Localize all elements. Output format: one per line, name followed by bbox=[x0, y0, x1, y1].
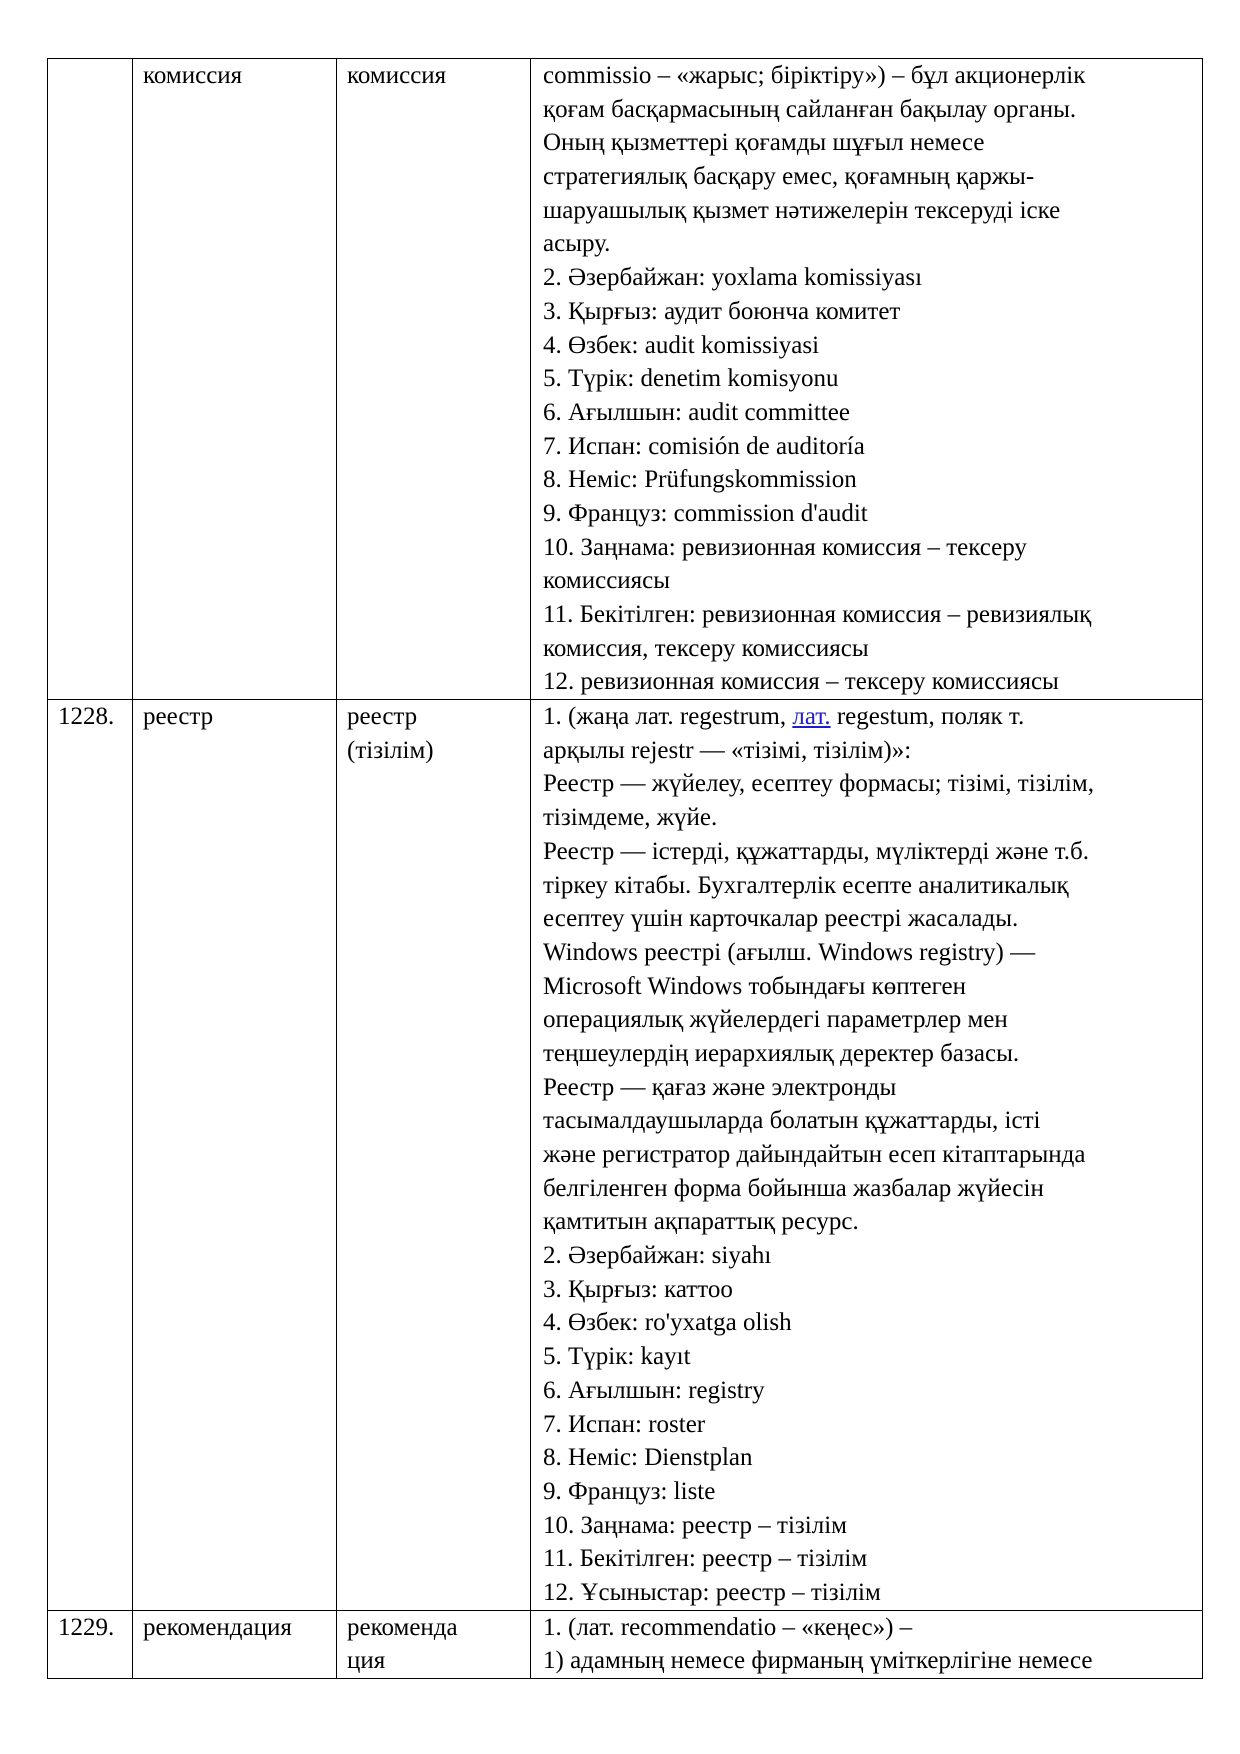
definition-text: 8. Неміс: Prüfungskommission bbox=[543, 466, 857, 494]
definition-text: commissio – «жарыс; біріктіру») – бұл акционерлік bbox=[543, 62, 1086, 89]
definition-text: қоғам басқармасының сайланған бақылау органы. bbox=[543, 95, 1077, 123]
definition-line bbox=[543, 564, 1198, 598]
definition-line bbox=[543, 970, 1198, 1004]
definition-line bbox=[543, 1003, 1198, 1037]
definition-line bbox=[543, 1104, 1198, 1138]
definition-text: белгіленген форма бойынша жазбалар жүйесін bbox=[543, 1174, 1044, 1202]
definition-line bbox=[543, 497, 1198, 531]
definition-text: және регистратор дайындайтын есеп кітаптарында bbox=[543, 1141, 1086, 1168]
definition-text: 9. Француз: liste bbox=[543, 1477, 716, 1505]
definition-line bbox=[543, 1071, 1198, 1105]
definition-text: Реестр — жүйелеу, есептеу формасы; тізімі, тізілім, bbox=[543, 770, 1094, 798]
definition-text: 7. Испан: comisión de auditoría bbox=[543, 432, 865, 460]
definition-text: 6. Ағылшын: registry bbox=[543, 1376, 765, 1404]
definition-line bbox=[543, 1611, 1198, 1645]
definition-line bbox=[543, 194, 1198, 228]
definition-line bbox=[543, 1509, 1198, 1543]
definition-line bbox=[543, 1441, 1198, 1475]
term-russian bbox=[133, 700, 337, 1611]
glossary-table bbox=[47, 58, 1203, 1679]
definition-line bbox=[543, 801, 1198, 835]
definition-text: 5. Түрік: denetim komisyonu bbox=[543, 365, 839, 393]
definition-line bbox=[543, 362, 1198, 396]
entry-number-text: 1228. bbox=[58, 703, 115, 731]
definition-line bbox=[543, 632, 1198, 666]
table-row bbox=[48, 59, 1203, 700]
definition-text: regestum, поляк т. bbox=[830, 703, 1025, 731]
definition-text: операциялық жүйелердегі параметрлер мен bbox=[543, 1006, 1008, 1034]
definition-line bbox=[543, 902, 1198, 936]
definition-line bbox=[543, 1172, 1198, 1206]
term-kazakh bbox=[337, 59, 531, 700]
definition-line bbox=[543, 430, 1198, 464]
entry-number-text bbox=[58, 59, 132, 93]
definition-text: теңшеулердің иерархиялық деректер базасы. bbox=[543, 1039, 1020, 1067]
definition-line bbox=[543, 93, 1198, 127]
term-russian-line: реестр bbox=[143, 703, 214, 731]
definition-line bbox=[543, 1542, 1198, 1576]
definition-line bbox=[543, 1475, 1198, 1509]
latin-link[interactable]: лат. bbox=[792, 703, 831, 731]
definition-text: Microsoft Windows тобындағы көптеген bbox=[543, 972, 967, 1000]
entry-number bbox=[48, 700, 133, 1611]
definition-text: Реестр — қағаз және электронды bbox=[543, 1073, 897, 1101]
definition-line bbox=[543, 396, 1198, 430]
definition-text: 10. Заңнама: реестр – тізілім bbox=[543, 1511, 847, 1539]
definition-text: тасымалдаушыларда болатын құжаттарды, істі bbox=[543, 1107, 1041, 1135]
term-kazakh bbox=[337, 1610, 531, 1678]
definition-line bbox=[543, 665, 1198, 699]
entry-number-text: 1229. bbox=[58, 1613, 115, 1641]
definition-text: 3. Қырғыз: каттоо bbox=[543, 1275, 733, 1303]
definition-text: есептеу үшін карточкалар реестрі жасалады. bbox=[543, 905, 1019, 933]
definition-text: 4. Өзбек: audit komissiyasi bbox=[543, 331, 820, 359]
term-russian-line: комиссия bbox=[143, 62, 243, 89]
definition-line bbox=[543, 295, 1198, 329]
definition-line bbox=[543, 1374, 1198, 1408]
entry-number bbox=[48, 59, 133, 700]
definition-line bbox=[543, 700, 1198, 734]
definition-line bbox=[543, 1340, 1198, 1374]
definition-line bbox=[543, 227, 1198, 261]
definition-text: стратегиялық басқару емес, қоғамның қаржы- bbox=[543, 163, 1035, 191]
definition-text: 11. Бекітілген: ревизионная комиссия – ревизиялық bbox=[543, 601, 1092, 628]
definition-line bbox=[543, 261, 1198, 295]
term-kazakh-line: комиссия bbox=[347, 62, 447, 89]
term-russian-line: рекомендация bbox=[143, 1613, 292, 1641]
definition-text: 11. Бекітілген: реестр – тізілім bbox=[543, 1545, 868, 1573]
definition-text: қамтитын ақпараттық ресурс. bbox=[543, 1208, 859, 1236]
definition-text: 6. Ағылшын: audit committee bbox=[543, 398, 850, 426]
definition-text: 1. (лат. recommendatio – «кеңес») – bbox=[543, 1613, 913, 1641]
definition-text: 4. Өзбек: ro'yxatga olish bbox=[543, 1309, 792, 1337]
definition-text: арқылы rejestr — «тізімі, тізілім)»: bbox=[543, 736, 912, 764]
definition-text: 1. (жаңа лат. regestrum, bbox=[543, 703, 793, 731]
table-row bbox=[48, 1610, 1203, 1678]
definition-line bbox=[543, 126, 1198, 160]
definition bbox=[531, 700, 1203, 1611]
term-kazakh bbox=[337, 700, 531, 1611]
entry-number bbox=[48, 1610, 133, 1678]
definition bbox=[531, 59, 1203, 700]
definition-line bbox=[543, 1576, 1198, 1610]
definition-line bbox=[543, 329, 1198, 363]
definition-text: 9. Француз: commission d'audit bbox=[543, 499, 868, 527]
definition-text: тізімдеме, жүйе. bbox=[543, 804, 718, 832]
definition-text: 1) адамның немесе фирманың үміткерлігіне немесе bbox=[543, 1647, 1093, 1675]
definition-text: комиссиясы bbox=[543, 567, 671, 595]
definition-line bbox=[543, 463, 1198, 497]
definition-line bbox=[543, 936, 1198, 970]
table-row bbox=[48, 700, 1203, 1611]
definition-line bbox=[543, 1306, 1198, 1340]
definition-line bbox=[543, 1408, 1198, 1442]
definition-text: асыру. bbox=[543, 230, 611, 258]
definition-line bbox=[543, 869, 1198, 903]
definition-text: 5. Түрік: kayıt bbox=[543, 1343, 691, 1371]
definition-text: Реестр — істерді, құжаттарды, мүліктерді және т.б. bbox=[543, 837, 1089, 865]
term-russian bbox=[133, 59, 337, 700]
term-kazakh-line: реестр bbox=[347, 703, 418, 731]
term-kazakh-line: рекоменда bbox=[347, 1613, 458, 1641]
definition-text: 3. Қырғыз: аудит боюнча комитет bbox=[543, 297, 901, 325]
term-russian bbox=[133, 1610, 337, 1678]
definition-line bbox=[543, 1205, 1198, 1239]
definition-line bbox=[543, 598, 1198, 632]
definition-line bbox=[543, 835, 1198, 869]
definition-text: 8. Неміс: Dienstplan bbox=[543, 1444, 753, 1472]
term-kazakh-line: (тізілім) bbox=[347, 736, 434, 764]
definition-line bbox=[543, 1239, 1198, 1273]
definition-line bbox=[543, 160, 1198, 194]
definition-line bbox=[543, 1273, 1198, 1307]
definition-text: 12. Ұсыныстар: реестр – тізілім bbox=[543, 1578, 881, 1606]
definition-text: 10. Заңнама: ревизионная комиссия – тексеру bbox=[543, 533, 1027, 561]
definition-text: комиссия, тексеру комиссиясы bbox=[543, 634, 869, 662]
definition-text: шаруашылық қызмет нәтижелерін тексеруді іске bbox=[543, 196, 1061, 224]
definition-text: Оның қызметтері қоғамды шұғыл немесе bbox=[543, 129, 985, 157]
definition-text: 7. Испан: roster bbox=[543, 1410, 706, 1438]
definition-text: тіркеу кітабы. Бухгалтерлік есепте аналитикалық bbox=[543, 871, 1069, 899]
definition-line bbox=[543, 59, 1198, 93]
term-kazakh-line: ция bbox=[347, 1647, 386, 1675]
definition-line bbox=[543, 1644, 1198, 1678]
definition-line bbox=[543, 734, 1198, 768]
definition-line bbox=[543, 531, 1198, 565]
definition-text: 2. Әзербайжан: yoxlama komissiyası bbox=[543, 264, 923, 292]
definition-line bbox=[543, 1037, 1198, 1071]
definition-line bbox=[543, 1138, 1198, 1172]
definition-text: Windows реестрі (ағылш. Windows registry) — bbox=[543, 938, 1036, 966]
definition-text: 2. Әзербайжан: siyahı bbox=[543, 1242, 772, 1270]
definition-text: 12. ревизионная комиссия – тексеру комиссиясы bbox=[543, 668, 1059, 696]
definition-line bbox=[543, 767, 1198, 801]
definition bbox=[531, 1610, 1203, 1678]
